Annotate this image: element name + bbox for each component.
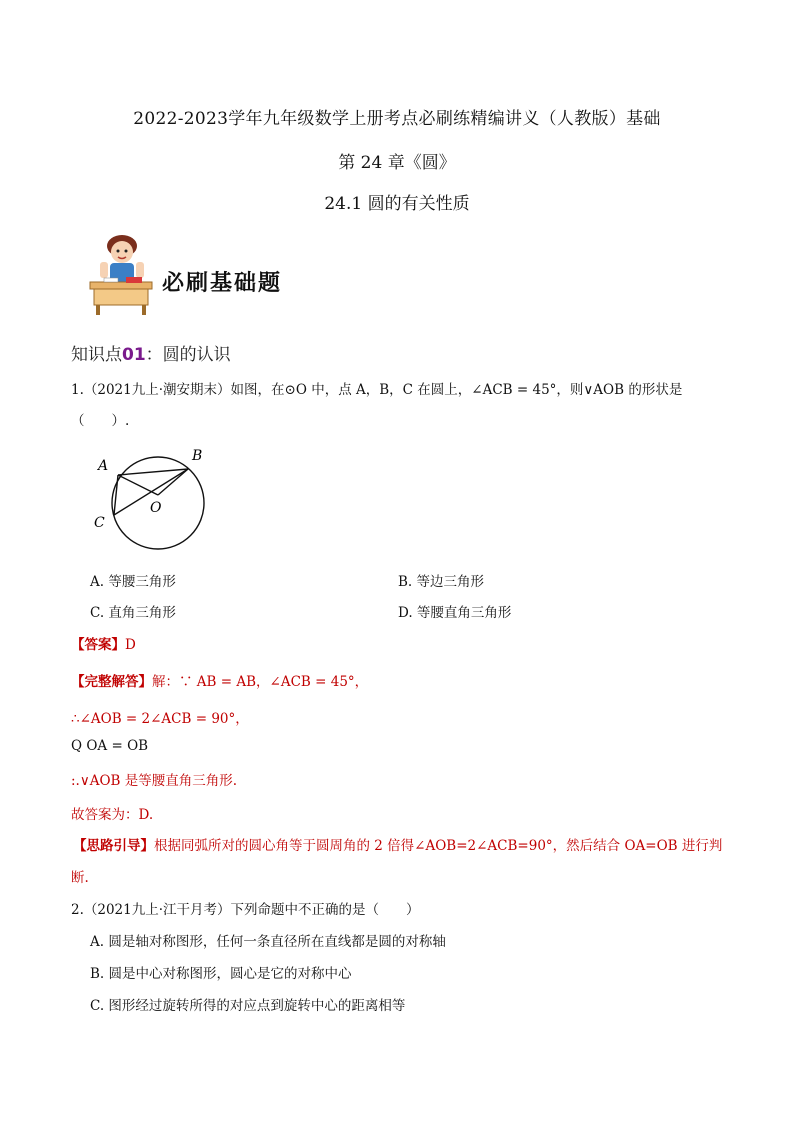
q1-solution-line2: ∴∠AOB = 2∠ACB = 90°， bbox=[71, 711, 249, 727]
label-b: B bbox=[192, 448, 203, 464]
q1-solution-line3: Q OA = OB bbox=[71, 738, 149, 754]
solution-text-1: 解：∵ AB = AB，∠ACB = 45°， bbox=[152, 674, 369, 690]
radius-ob bbox=[158, 469, 188, 495]
q2-option-a: A. 圆是轴对称图形，任何一条直径所在直线都是圆的对称轴 bbox=[90, 934, 446, 950]
q1-conclusion: 故答案为：D. bbox=[71, 807, 154, 823]
knowledge-point-number: 01 bbox=[122, 345, 146, 365]
q2-stem: 2.（2021九上·江干月考）下列命题中不正确的是（ ） bbox=[71, 902, 420, 918]
answer-value: D bbox=[125, 637, 136, 653]
label-a: A bbox=[98, 458, 109, 474]
q1-solution-line4: :.∨AOB 是等腰直角三角形. bbox=[71, 773, 238, 789]
knowledge-point-prefix: 知识点 bbox=[71, 345, 122, 365]
knowledge-point-title: ：圆的认识 bbox=[145, 345, 231, 365]
q1-solution-line1 bbox=[71, 670, 368, 690]
circle-diagram bbox=[90, 445, 220, 565]
section-title: 24.1 圆的有关性质 bbox=[324, 194, 470, 214]
q1-stem: 1.（2021九上·潮安期末）如图，在⊙O 中，点 A，B，C 在圆上，∠ACB = 45°，则∨AOB 的形状是 bbox=[71, 382, 683, 398]
knowledge-point-heading bbox=[71, 340, 231, 365]
q1-answer-line bbox=[71, 633, 136, 653]
student-at-desk-icon bbox=[84, 232, 164, 316]
chapter-title: 第 24 章《圆》 bbox=[338, 153, 456, 173]
q2-option-c: C. 图形经过旋转所得的对应点到旋转中心的距离相等 bbox=[90, 998, 406, 1014]
q1-option-d: D. 等腰直角三角形 bbox=[398, 605, 512, 621]
circle-figure bbox=[90, 445, 220, 565]
q1-option-b: B. 等边三角形 bbox=[398, 574, 485, 590]
hint-tag: 【思路引导】 bbox=[73, 838, 154, 854]
banner-label: 必刷基础题 bbox=[162, 270, 283, 296]
radius-oa bbox=[118, 475, 158, 495]
q1-hint-cont: 断. bbox=[71, 870, 89, 886]
q1-blank: （ ）. bbox=[71, 413, 130, 429]
answer-tag: 【答案】 bbox=[71, 637, 125, 653]
chord-ab bbox=[118, 469, 188, 475]
document-title: 2022-2023学年九年级数学上册考点必刷练精编讲义（人教版）基础 bbox=[133, 109, 661, 129]
banner bbox=[84, 232, 324, 316]
label-c: C bbox=[94, 515, 105, 531]
hint-text: 根据同弧所对的圆心角等于圆周角的 2 倍得∠AOB=2∠ACB=90°，然后结合 OA=OB 进行判 bbox=[154, 838, 723, 854]
chord-ac bbox=[114, 475, 118, 515]
q1-option-c: C. 直角三角形 bbox=[90, 605, 176, 621]
q1-option-a: A. 等腰三角形 bbox=[90, 574, 176, 590]
solution-tag: 【完整解答】 bbox=[71, 674, 152, 690]
q1-hint bbox=[73, 834, 722, 854]
q2-option-b: B. 圆是中心对称图形，圆心是它的对称中心 bbox=[90, 966, 352, 982]
label-o: O bbox=[150, 500, 162, 516]
